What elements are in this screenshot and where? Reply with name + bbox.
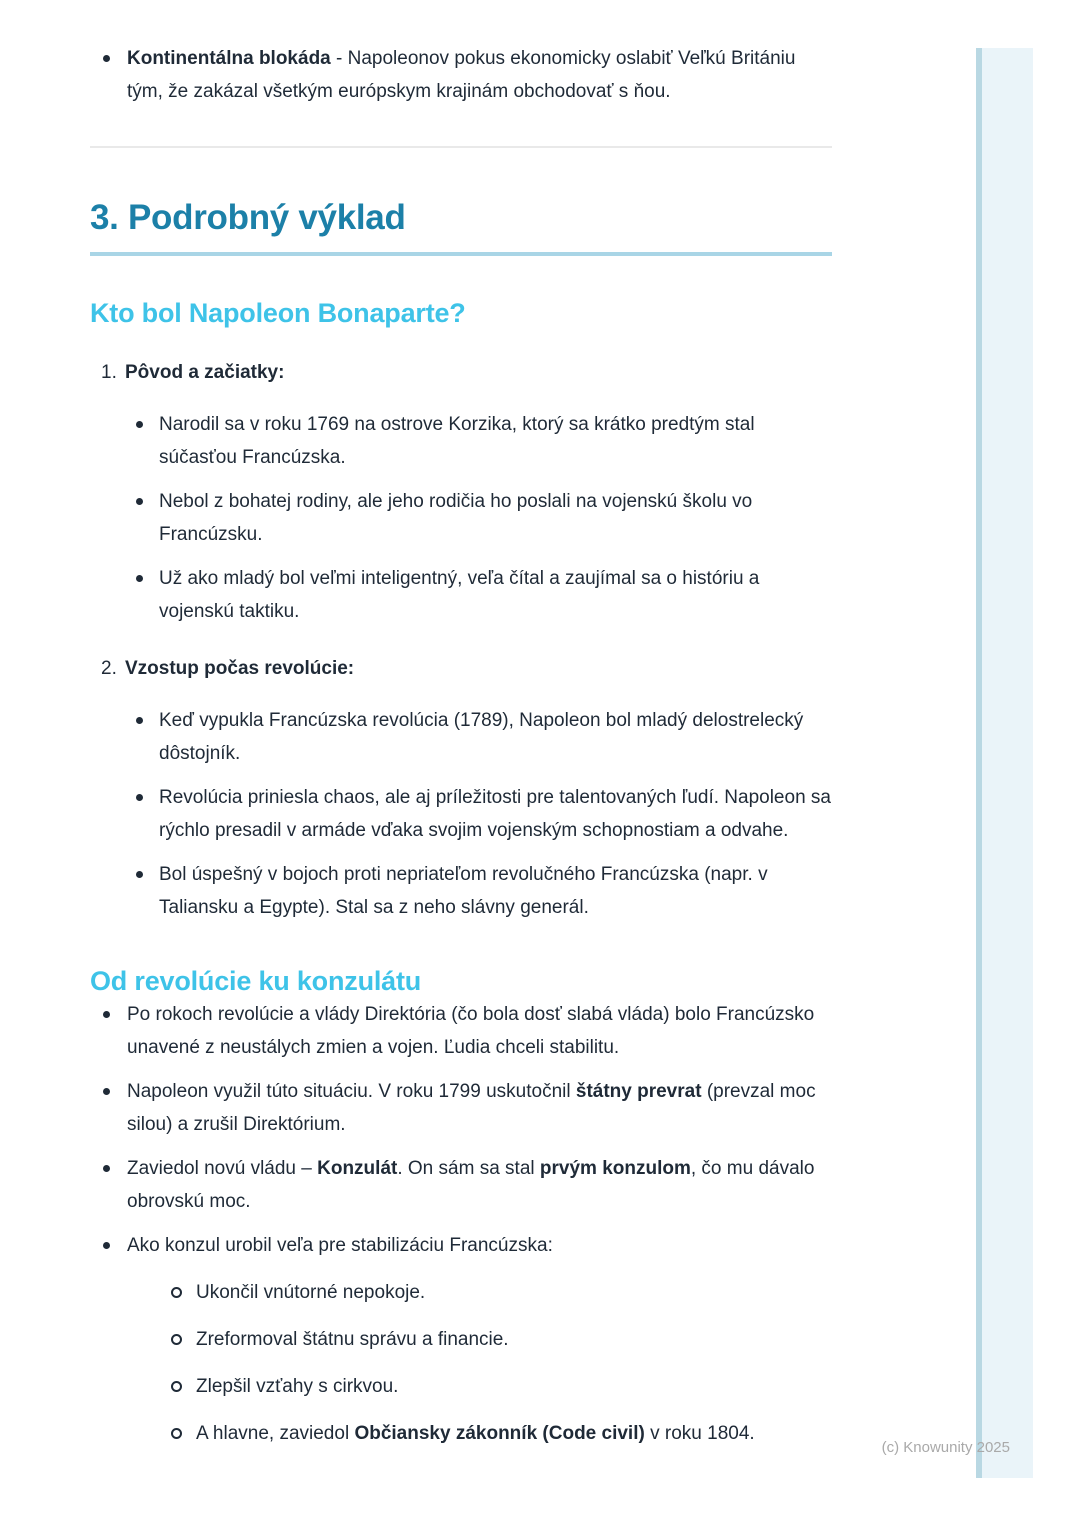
bullet-circle-icon <box>171 1428 182 1439</box>
bullet-circle-icon <box>171 1381 182 1392</box>
list-item <box>90 42 832 108</box>
list-item-text: A hlavne, zaviedol Občiansky zákonník (Code civil) v roku 1804. <box>196 1423 755 1444</box>
list-item <box>127 1276 832 1309</box>
list-item-text: Napoleon využil túto situáciu. V roku 1799 uskutočnil štátny prevrat (prevzal moc silou) a zrušil Direktórium. <box>127 1081 816 1135</box>
list-item <box>90 998 832 1064</box>
copyright-watermark: (c) Knowunity 2025 <box>881 1439 1010 1456</box>
list-item-text: Zreformoval štátnu správu a financie. <box>196 1329 509 1350</box>
bullet-dot-icon <box>136 575 143 582</box>
list-item <box>90 1075 832 1141</box>
sub-bullet-list <box>90 408 832 628</box>
list-item-text: Ukončil vnútorné nepokoje. <box>196 1282 426 1303</box>
bullet-dot-icon <box>103 55 110 62</box>
document-content <box>90 42 832 1464</box>
bullet-dot-icon <box>103 1165 110 1172</box>
section-heading-underline <box>90 252 832 256</box>
bullet-dot-icon <box>136 498 143 505</box>
page-side-stripe <box>976 48 1033 1478</box>
sub-bullet-list <box>90 704 832 924</box>
list-item-text: Narodil sa v roku 1769 na ostrove Korzika, ktorý sa krátko predtým stal súčasťou Francúzska. <box>159 414 755 468</box>
list-item <box>127 1417 832 1450</box>
item-number: 1. <box>101 362 117 383</box>
bullet-circle-icon <box>171 1334 182 1345</box>
bullet-dot-icon <box>136 871 143 878</box>
list-item <box>90 562 832 628</box>
bullet-dot-icon <box>103 1242 110 1249</box>
numbered-group-2 <box>90 652 832 924</box>
list-item-text: Po rokoch revolúcie a vlády Direktória (čo bola dosť slabá vláda) bolo Francúzsko unavené z neustálych zmien a vojen. Ľudia chceli stabilitu. <box>127 1004 815 1058</box>
numbered-group-1 <box>90 356 832 628</box>
list-item <box>90 1229 832 1450</box>
bullet-dot-icon <box>136 421 143 428</box>
list-item-text: Bol úspešný v bojoch proti nepriateľom revolučného Francúzska (napr. v Taliansku a Egypte). Stal sa z neho slávny generál. <box>159 864 768 918</box>
list-item-text: Zlepšil vzťahy s cirkvou. <box>196 1376 399 1397</box>
list-item <box>90 485 832 551</box>
subsection-heading-who: Kto bol Napoleon Bonaparte? <box>90 298 466 328</box>
consulate-list <box>90 998 832 1450</box>
bullet-circle-icon <box>171 1287 182 1298</box>
list-item-text: Zaviedol novú vládu – Konzulát. On sám sa stal prvým konzulom, čo mu dávalo obrovskú moc. <box>127 1158 815 1212</box>
item-label: Pôvod a začiatky: <box>125 362 285 383</box>
section-divider <box>90 146 832 148</box>
list-item <box>90 858 832 924</box>
bullet-dot-icon <box>136 794 143 801</box>
nested-circle-list <box>127 1276 832 1450</box>
list-item-text: Revolúcia priniesla chaos, ale aj príležitosti pre talentovaných ľudí. Napoleon sa rýchlo presadil v armáde vďaka svojim vojenským schopnostiam a odvahe. <box>159 787 831 841</box>
list-item <box>127 1323 832 1356</box>
list-item-text: Nebol z bohatej rodiny, ale jeho rodičia ho poslali na vojenskú školu vo Francúzsku. <box>159 491 753 545</box>
numbered-item-header <box>90 652 832 685</box>
section-heading: 3. Podrobný výklad <box>90 198 406 237</box>
list-item-text: Kontinentálna blokáda - Napoleonov pokus ekonomicky oslabiť Veľkú Britániu tým, že zakázal všetkým európskym krajinám obchodovať s ňou. <box>127 48 796 102</box>
numbered-item-header <box>90 356 832 389</box>
list-item <box>90 408 832 474</box>
list-item <box>90 704 832 770</box>
bullet-dot-icon <box>136 717 143 724</box>
subsection-heading-consulate: Od revolúcie ku konzulátu <box>90 966 422 996</box>
list-item-text: Už ako mladý bol veľmi inteligentný, veľa čítal a zaujímal sa o históriu a vojenskú taktiku. <box>159 568 760 622</box>
list-item <box>90 781 832 847</box>
intro-list <box>90 42 832 108</box>
list-item <box>90 1152 832 1218</box>
list-item-text: Ako konzul urobil veľa pre stabilizáciu Francúzska: <box>127 1235 553 1256</box>
list-item <box>127 1370 832 1403</box>
bullet-dot-icon <box>103 1011 110 1018</box>
bullet-dot-icon <box>103 1088 110 1095</box>
list-item-text: Keď vypukla Francúzska revolúcia (1789), Napoleon bol mladý delostrelecký dôstojník. <box>159 710 804 764</box>
item-label: Vzostup počas revolúcie: <box>125 658 355 679</box>
item-number: 2. <box>101 658 117 679</box>
